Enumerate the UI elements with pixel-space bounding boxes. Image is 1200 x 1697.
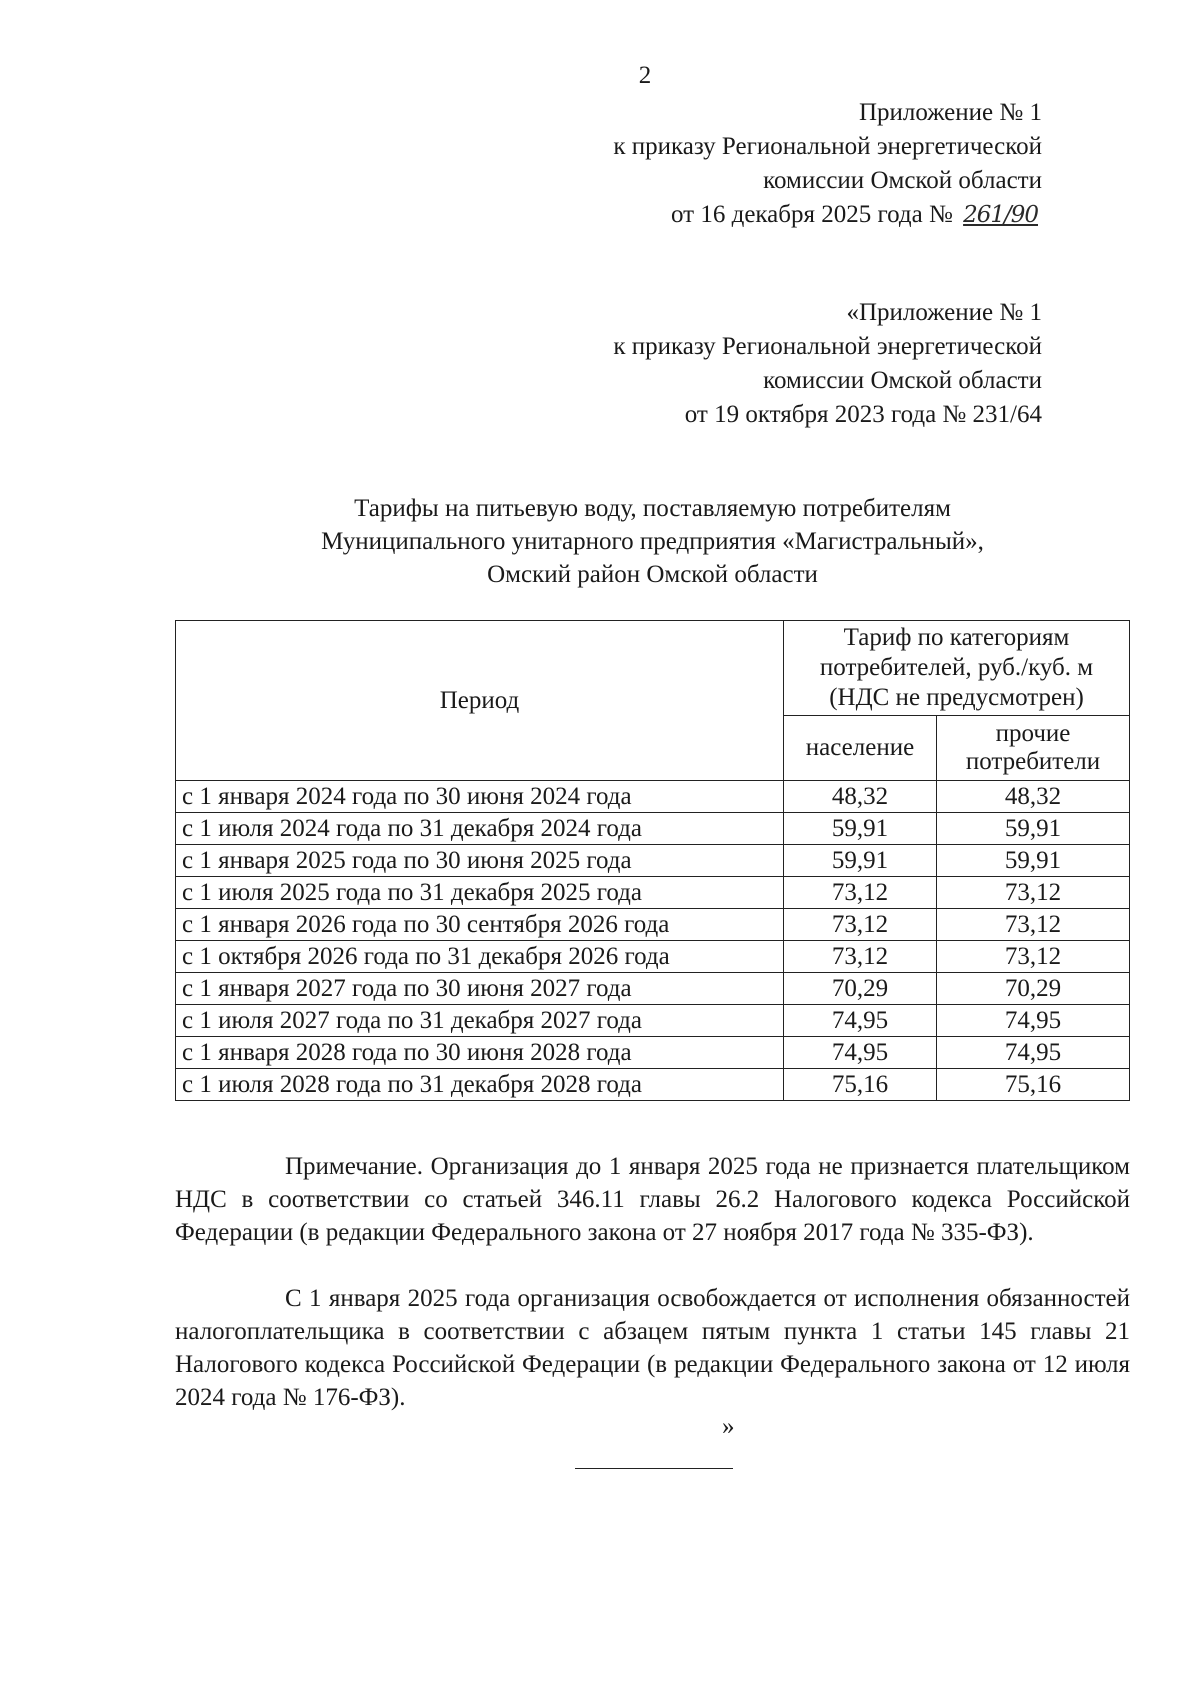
column-header-tariff (784, 621, 1130, 716)
population-tariff-cell: 73,12 (784, 877, 937, 909)
period-cell: с 1 января 2028 года по 30 июня 2028 года (176, 1037, 784, 1069)
tariff-header-line: потребителей, руб./куб. м (819, 654, 1094, 681)
other-tariff-cell: 59,91 (937, 845, 1130, 877)
appendix-commission: комиссии Омской области (763, 367, 1042, 394)
note-paragraph-vat: Примечание. Организация до 1 января 2025 года не признается плательщиком НДС в соответствии со статьей 346.11 главы 26.2 Налогового кодекса Российской Федерации (в редакции Федерального закона от 27 ноября 2017 года № 335-ФЗ). (175, 1153, 1130, 1246)
title-line: Омский район Омской области (487, 561, 818, 588)
period-cell: с 1 января 2026 года по 30 сентября 2026 года (176, 909, 784, 941)
table-row (176, 973, 1130, 1005)
period-cell: с 1 января 2025 года по 30 июня 2025 года (176, 845, 784, 877)
end-divider (575, 1468, 733, 1469)
tariff-header-line: (НДС не предусмотрен) (829, 684, 1084, 711)
tariff-table (175, 620, 1130, 1101)
table-row (176, 1005, 1130, 1037)
other-tariff-cell: 74,95 (937, 1037, 1130, 1069)
period-cell: с 1 января 2024 года по 30 июня 2024 года (176, 781, 784, 813)
table-row (176, 941, 1130, 973)
appendix-title: Приложение № 1 (858, 99, 1042, 126)
population-tariff-cell: 70,29 (784, 973, 937, 1005)
period-cell: с 1 июля 2027 года по 31 декабря 2027 года (176, 1005, 784, 1037)
other-tariff-cell: 59,91 (937, 813, 1130, 845)
title-line: Тарифы на питьевую воду, поставляемую потребителям (354, 495, 951, 522)
closing-quote: » (722, 1413, 735, 1440)
population-tariff-cell: 59,91 (784, 845, 937, 877)
other-header-line: прочие (995, 720, 1071, 747)
column-header-period: Период (176, 621, 784, 781)
other-tariff-cell: 73,12 (937, 877, 1130, 909)
period-cell: с 1 июля 2028 года по 31 декабря 2028 года (176, 1069, 784, 1101)
population-tariff-cell: 75,16 (784, 1069, 937, 1101)
table-row (176, 845, 1130, 877)
appendix-order-ref: к приказу Региональной энергетической (613, 333, 1042, 360)
appendix-date: от 19 октября 2023 года № 231/64 (684, 401, 1042, 428)
other-tariff-cell: 74,95 (937, 1005, 1130, 1037)
period-cell: с 1 июля 2025 года по 31 декабря 2025 года (176, 877, 784, 909)
appendix-order-ref: к приказу Региональной энергетической (613, 133, 1042, 160)
column-header-population: население (784, 716, 937, 781)
note-paragraph-exemption: С 1 января 2025 года организация освобождается от исполнения обязанностей налогоплательщика в соответствии с абзацем пятым пункта 1 статьи 145 главы 21 Налогового кодекса Российской Федерации (в редакции Федерального закона от 12 июля 2024 года № 176-ФЗ). (175, 1285, 1130, 1411)
table-row (176, 1069, 1130, 1101)
appendix-date: от 16 декабря 2025 года № (671, 201, 953, 228)
table-row (176, 877, 1130, 909)
other-tariff-cell: 70,29 (937, 973, 1130, 1005)
period-cell: с 1 октября 2026 года по 31 декабря 2026 года (176, 941, 784, 973)
page-number: 2 (638, 62, 652, 89)
table-row (176, 813, 1130, 845)
document-title (175, 492, 1130, 591)
other-tariff-cell: 73,12 (937, 941, 1130, 973)
appendix-title: «Приложение № 1 (846, 299, 1042, 326)
title-line: Муниципального унитарного предприятия «Магистральный», (321, 528, 984, 555)
appendix-date-line (613, 198, 1042, 232)
other-tariff-cell: 75,16 (937, 1069, 1130, 1101)
population-tariff-cell: 73,12 (784, 941, 937, 973)
appendix-header-current (613, 96, 1042, 232)
population-tariff-cell: 48,32 (784, 781, 937, 813)
other-tariff-cell: 73,12 (937, 909, 1130, 941)
other-header-line: потребители (965, 748, 1101, 775)
table-row (176, 909, 1130, 941)
tariff-header-line: Тариф по категориям (843, 624, 1070, 651)
population-tariff-cell: 74,95 (784, 1037, 937, 1069)
table-row (176, 781, 1130, 813)
table-row (176, 1037, 1130, 1069)
period-cell: с 1 июля 2024 года по 31 декабря 2024 года (176, 813, 784, 845)
population-tariff-cell: 59,91 (784, 813, 937, 845)
population-tariff-cell: 73,12 (784, 909, 937, 941)
period-cell: с 1 января 2027 года по 30 июня 2027 года (176, 973, 784, 1005)
population-tariff-cell: 74,95 (784, 1005, 937, 1037)
column-header-other (937, 716, 1130, 781)
appendix-commission: комиссии Омской области (763, 167, 1042, 194)
handwritten-order-number: 261/90 (963, 202, 1038, 228)
other-tariff-cell: 48,32 (937, 781, 1130, 813)
appendix-header-previous (613, 296, 1042, 432)
